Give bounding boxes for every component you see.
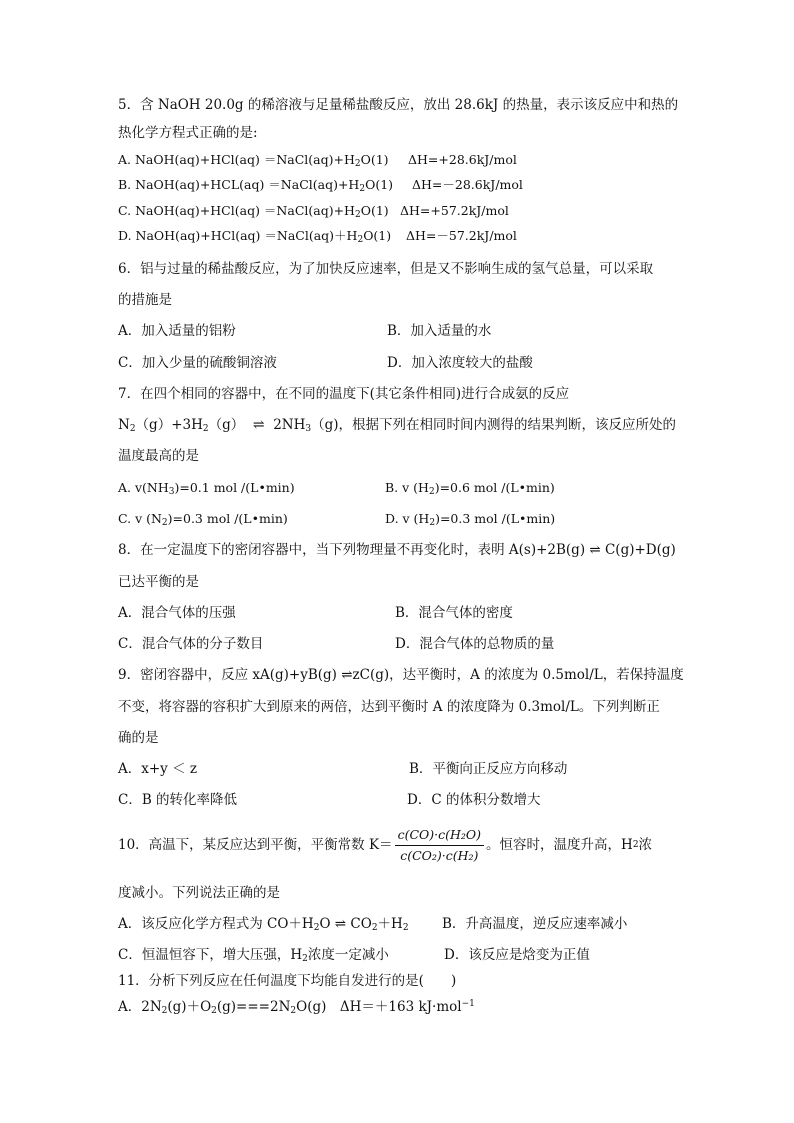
q7-equation-line: $N_2(g)+3H_2(g)$ ⇌ $2NH_3(g)$，根据下列在相同时间内测得的结果判断，该反应所处的 bbox=[118, 417, 677, 434]
q8-option-c: C．混合气体的分子数目 bbox=[118, 636, 264, 652]
q7-stem-line1: 7．在四个相同的容器中，在不同的温度下(其它条件相同)进行合成氨的反应 bbox=[118, 386, 570, 402]
q10-option-c: C．恒温恒容下，增大压强，$H_2$浓度一定减小 bbox=[118, 947, 389, 964]
q5-stem-line1: 5．含 NaOH 20.0g 的稀溶液与足量稀盐酸反应，放出 28.6kJ 的热量，表示该反应中和热的 bbox=[118, 97, 679, 113]
q8-stem-line2: 已达平衡的是 bbox=[118, 574, 199, 590]
q10-option-a: A．该反应化学方程式为 $CO+H_2O$ ⇌ $CO_2+H_2$ bbox=[118, 916, 409, 933]
q5-option-a: A. NaOH(aq)+HCl(aq) $=NaCl(aq)+H_2O(1)$ bbox=[118, 152, 389, 169]
q9-option-a: A．x+y ＜ z bbox=[118, 761, 197, 777]
q6-stem-line1: 6．铝与过量的稀盐酸反应，为了加快反应速率，但是又不影响生成的氢气总量，可以采取 bbox=[118, 261, 654, 277]
q7-option-d: D. v $(H_2)=0.3$ mol /(L•min) bbox=[385, 511, 556, 528]
q7-stem-line3: 温度最高的是 bbox=[118, 448, 199, 464]
q7-option-c: C. v $(N_2)=0.3$ mol /(L•min) bbox=[118, 511, 288, 528]
q6-option-c: C．加入少量的硫酸铜溶液 bbox=[118, 355, 277, 371]
q7-option-a: A. $v(NH_3)=0.1$ mol /(L•min) bbox=[118, 480, 295, 497]
q5-option-b-dh: ΔH=－28.6kJ/mol bbox=[412, 177, 523, 192]
q10-option-d: D．该反应是焓变为正值 bbox=[444, 947, 590, 963]
fraction-numerator: c(CO)·c(H₂O) bbox=[395, 827, 484, 846]
q9-stem-line1: 9．密闭容器中，反应 xA(g)+yB(g) ⇌zC(g)，达平衡时，A 的浓度为 0.5mol/L，若保持温度 bbox=[118, 667, 684, 683]
q9-option-d: D．C 的体积分数增大 bbox=[407, 792, 541, 808]
q5-option-c-dh: ΔH=+57.2kJ/mol bbox=[400, 203, 509, 218]
q6-option-d: D．加入浓度较大的盐酸 bbox=[387, 355, 533, 371]
q6-option-a: A．加入适量的铝粉 bbox=[118, 323, 236, 339]
q11-option-a: A．$2N_2(g)+O_2(g)===2N_2O(g)$ ΔH＝＋163 kJ·mol$^{-1}$ bbox=[118, 999, 475, 1016]
q10-stem-line2: 度减小。下列说法正确的是 bbox=[118, 885, 280, 901]
q9-stem-line3: 确的是 bbox=[118, 730, 159, 746]
q5-option-d-dh: ΔH=－57.2kJ/mol bbox=[406, 228, 517, 243]
q8-option-b: B．混合气体的密度 bbox=[395, 605, 513, 621]
q9-option-c: C．B 的转化率降低 bbox=[118, 792, 238, 808]
q8-option-a: A．混合气体的压强 bbox=[118, 605, 236, 621]
q5-option-d: D. NaOH(aq)+HCl(aq) $=NaCl(aq)+H_2O(1)$ bbox=[118, 228, 392, 245]
q6-option-b: B．加入适量的水 bbox=[387, 323, 492, 339]
q8-stem-line1: 8．在一定温度下的密闭容器中，当下列物理量不再变化时，表明 A(s)+2B(g) ⇌ C(g)+D(g) bbox=[118, 542, 676, 558]
fraction-denominator: c(CO₂)·c(H₂) bbox=[400, 847, 479, 863]
equilibrium-constant-fraction bbox=[395, 827, 484, 864]
q5-option-c: C. NaOH(aq)+HCl(aq) $=NaCl(aq)+H_2O(1)$ bbox=[118, 203, 389, 220]
q11-stem: 11．分析下列反应在任何温度下均能自发进行的是( ) bbox=[118, 973, 457, 989]
q5-option-a-dh: ΔH=+28.6kJ/mol bbox=[408, 152, 517, 167]
q7-option-b: B. v $(H_2)=0.6$ mol /(L•min) bbox=[385, 480, 555, 497]
q9-stem-line2: 不变，将容器的容积扩大到原来的两倍，达到平衡时 A 的浓度降为 0.3mol/L。下列判断正 bbox=[118, 699, 660, 715]
q10-option-b: B．升高温度，逆反应速率减小 bbox=[442, 916, 628, 932]
q9-option-b: B．平衡向正反应方向移动 bbox=[409, 761, 568, 777]
q5-stem-line2: 热化学方程式正确的是: bbox=[118, 125, 258, 141]
q8-option-d: D．混合气体的总物质的量 bbox=[395, 636, 555, 652]
q10-stem-line1: 10．高温下，某反应达到平衡，平衡常数 K＝ $\frac{\text{c(CO)·c(H₂O)}}{\text{c(CO₂)·c(H₂)}}$ 。恒容时，温度升高，H 2 浓 bbox=[118, 826, 653, 863]
q6-stem-line2: 的措施是 bbox=[118, 292, 172, 308]
q5-option-b: B. NaOH(aq)+HCL(aq) $=NaCl(aq)+H_2O(1)$ bbox=[118, 177, 394, 194]
